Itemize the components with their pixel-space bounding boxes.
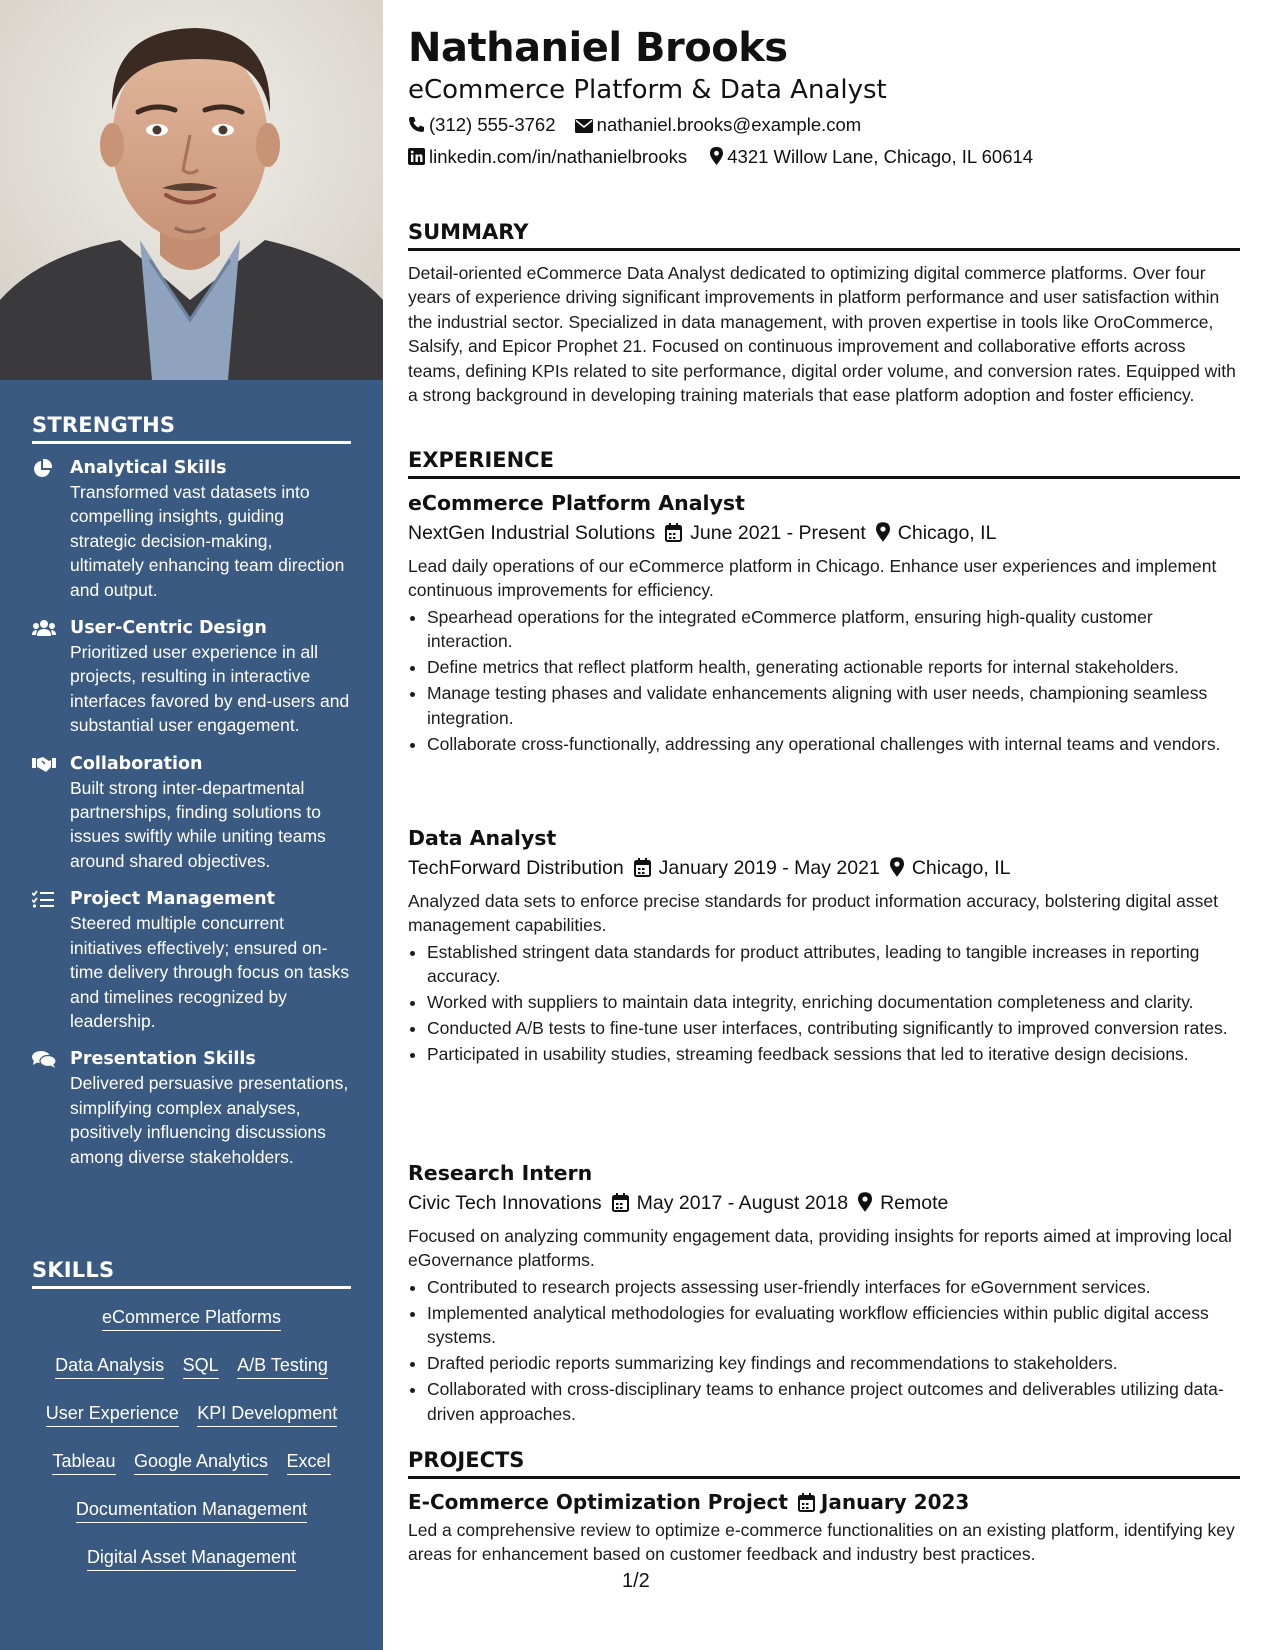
- comments-icon: [32, 1050, 54, 1070]
- project-date: January 2023: [820, 1490, 970, 1514]
- project-header: [408, 1488, 1240, 1516]
- job-bullet: • Worked with suppliers to maintain data integrity, enriching documentation completeness and clarity.: [427, 990, 1240, 1014]
- job-meta: [408, 1188, 1240, 1218]
- profile-photo: [0, 0, 383, 380]
- project-description: Led a comprehensive review to optimize e-commerce functionalities on an existing platform, identifying key areas for enhancement based on customer feedback and industry best practices.: [408, 1520, 1235, 1565]
- calendar-icon: [665, 523, 682, 542]
- job-bullet: • Define metrics that reflect platform health, generating actionable reports for internal stakeholders.: [427, 655, 1240, 679]
- job-company: NextGen Industrial Solutions: [408, 522, 656, 544]
- page-number: 1/2: [622, 1570, 650, 1592]
- job-bullet: • Drafted periodic reports summarizing key findings and recommendations to stakeholders.: [427, 1351, 1240, 1375]
- strength-item: [32, 456, 351, 602]
- skill-tag: KPI Development: [197, 1401, 337, 1427]
- address-contact: [710, 145, 1033, 169]
- skill-tag: Excel: [287, 1449, 331, 1475]
- strength-item: [32, 616, 351, 738]
- skill-row: [32, 1545, 351, 1571]
- skill-tag: User Experience: [46, 1401, 179, 1427]
- skill-tag: A/B Testing: [237, 1353, 328, 1379]
- job-bullet: • Established stringent data standards for product attributes, leading to tangible increases in reporting accuracy.: [427, 940, 1240, 989]
- strength-item: [32, 752, 351, 874]
- job-bullet: • Conducted A/B tests to fine-tune user interfaces, contributing significantly to improved conversion rates.: [427, 1016, 1240, 1040]
- skill-tag: Tableau: [52, 1449, 115, 1475]
- project-name: E-Commerce Optimization Project: [408, 1490, 788, 1514]
- job-meta: [408, 853, 1240, 883]
- summary-text: Detail-oriented eCommerce Data Analyst dedicated to optimizing digital commerce platforms. Over four years of experience driving significant improvements in platform performance and user satisfaction within the industrial sector. Specialized in data management, with proven expertise in tools like OroCommerce, Salsify, and Epicor Prophet 21. Focused on continuous improvement and collaborative efforts across teams, defining KPIs related to site performance, digital order volume, and conversion rates. Equipped with a strong background in developing training materials that ease platform adoption and foster efficiency.: [408, 263, 1236, 406]
- job-bullet: • Participated in usability studies, streaming feedback sessions that led to iterative design decisions.: [427, 1042, 1240, 1066]
- experience-title: EXPERIENCE: [408, 448, 1240, 479]
- email-contact: [575, 113, 862, 137]
- skill-tag: Digital Asset Management: [87, 1545, 296, 1571]
- job-dates: January 2019 - May 2021: [658, 857, 880, 879]
- contact-line-1: [408, 113, 875, 137]
- sidebar: [0, 0, 383, 1650]
- job-entry: [408, 489, 1240, 758]
- linkedin-url: linkedin.com/in/nathanielbrooks: [429, 146, 688, 167]
- job-entry: [408, 824, 1240, 1068]
- job-bullet: • Spearhead operations for the integrated eCommerce platform, ensuring high-quality customer interaction.: [427, 605, 1240, 654]
- skill-row: [32, 1401, 351, 1427]
- linkedin-contact: [408, 145, 687, 169]
- strength-item: [32, 887, 351, 1033]
- job-company: TechForward Distribution: [408, 857, 624, 879]
- linkedin-icon: [408, 148, 425, 165]
- strength-title: Project Management: [70, 889, 275, 910]
- summary-title: SUMMARY: [408, 220, 1240, 251]
- job-description: Analyzed data sets to enforce precise standards for product information accuracy, bolstering digital asset management capabilities.: [408, 891, 1218, 936]
- job-bullets: [408, 1275, 1240, 1426]
- skill-tag: SQL: [183, 1353, 219, 1379]
- skill-row: [32, 1353, 351, 1379]
- candidate-name: Nathaniel Brooks: [408, 25, 788, 71]
- strengths-title: STRENGTHS: [32, 413, 351, 444]
- skill-row: [32, 1305, 351, 1331]
- tasks-icon: [32, 890, 54, 910]
- job-location: Remote: [880, 1192, 949, 1214]
- strength-description: Transformed vast datasets into compelling insights, guiding strategic decision-making, ultimately enhancing team direction and output.: [70, 482, 345, 600]
- job-bullet: • Collaborated with cross-disciplinary teams to enhance project outcomes and deliverables utilizing data-driven approaches.: [427, 1377, 1240, 1426]
- phone-icon: [408, 116, 425, 133]
- job-location: Chicago, IL: [897, 522, 997, 544]
- calendar-icon: [798, 1493, 815, 1512]
- phone-contact: [408, 113, 556, 137]
- strength-title: Analytical Skills: [70, 458, 227, 478]
- skill-tag: Documentation Management: [76, 1497, 307, 1523]
- strength-title: User-Centric Design: [70, 618, 267, 639]
- map-marker-icon: [890, 857, 904, 877]
- strength-title: Collaboration: [70, 753, 203, 774]
- skill-tag: Data Analysis: [55, 1353, 164, 1379]
- job-title: eCommerce Platform Analyst: [408, 491, 745, 515]
- job-bullet: • Collaborate cross-functionally, addressing any operational challenges with internal teams and vendors.: [427, 732, 1240, 756]
- strength-description: Delivered persuasive presentations, simplifying complex analyses, positively influencing discussions among diverse stakeholders.: [70, 1073, 349, 1167]
- job-dates: May 2017 - August 2018: [636, 1192, 849, 1214]
- skills-section: [32, 1258, 351, 1593]
- job-description: Focused on analyzing community engagement data, providing insights for reports aimed at improving local eGovernance platforms.: [408, 1226, 1232, 1271]
- email-address: nathaniel.brooks@example.com: [596, 114, 862, 135]
- strength-description: Steered multiple concurrent initiatives effectively; ensured on-time delivery through focus on tasks and timelines recognized by leadership.: [70, 913, 350, 1031]
- map-marker-icon: [710, 147, 723, 165]
- job-dates: June 2021 - Present: [690, 522, 866, 544]
- skill-row: [32, 1449, 351, 1475]
- strength-description: Prioritized user experience in all projects, resulting in interactive interfaces favored by end-users and substantial user engagement.: [70, 642, 350, 736]
- project-entry: [408, 1488, 1240, 1567]
- pie-chart-icon: [32, 459, 54, 479]
- calendar-icon: [612, 1193, 629, 1212]
- map-marker-icon: [876, 522, 890, 542]
- job-title: Research Intern: [408, 1161, 593, 1185]
- job-bullets: [408, 940, 1240, 1067]
- job-bullets: [408, 605, 1240, 756]
- phone-number: (312) 555-3762: [429, 114, 556, 135]
- job-company: Civic Tech Innovations: [408, 1192, 602, 1214]
- skill-tag: Google Analytics: [134, 1449, 268, 1475]
- job-description: Lead daily operations of our eCommerce platform in Chicago. Enhance user experiences and implement continuous improvements for efficiency.: [408, 556, 1217, 601]
- job-entry: [408, 1159, 1240, 1428]
- calendar-icon: [634, 858, 651, 877]
- job-bullet: • Contributed to research projects assessing user-friendly interfaces for eGovernment services.: [427, 1275, 1240, 1299]
- job-meta: [408, 518, 1240, 548]
- address: 4321 Willow Lane, Chicago, IL 60614: [727, 146, 1034, 167]
- envelope-icon: [575, 119, 593, 133]
- contact-line-2: [408, 145, 1047, 169]
- users-icon: [32, 619, 54, 639]
- strength-title: Presentation Skills: [70, 1049, 256, 1070]
- projects-title: PROJECTS: [408, 1448, 1240, 1479]
- strength-description: Built strong inter-departmental partnerships, finding solutions to issues swiftly while uniting teams around shared objectives.: [70, 777, 326, 871]
- handshake-icon: [32, 755, 54, 775]
- job-bullet: • Implemented analytical methodologies for evaluating workflow efficiencies within public digital access systems.: [427, 1301, 1240, 1350]
- job-location: Chicago, IL: [911, 857, 1011, 879]
- strengths-section: [32, 413, 351, 1183]
- map-marker-icon: [858, 1192, 872, 1212]
- strength-item: [32, 1047, 351, 1169]
- skills-title: SKILLS: [32, 1258, 351, 1289]
- skill-tag: eCommerce Platforms: [102, 1305, 281, 1331]
- candidate-role: eCommerce Platform & Data Analyst: [408, 75, 887, 105]
- job-bullet: • Manage testing phases and validate enhancements aligning with user needs, championing seamless integration.: [427, 681, 1240, 730]
- job-title: Data Analyst: [408, 826, 557, 850]
- skill-row: [32, 1497, 351, 1523]
